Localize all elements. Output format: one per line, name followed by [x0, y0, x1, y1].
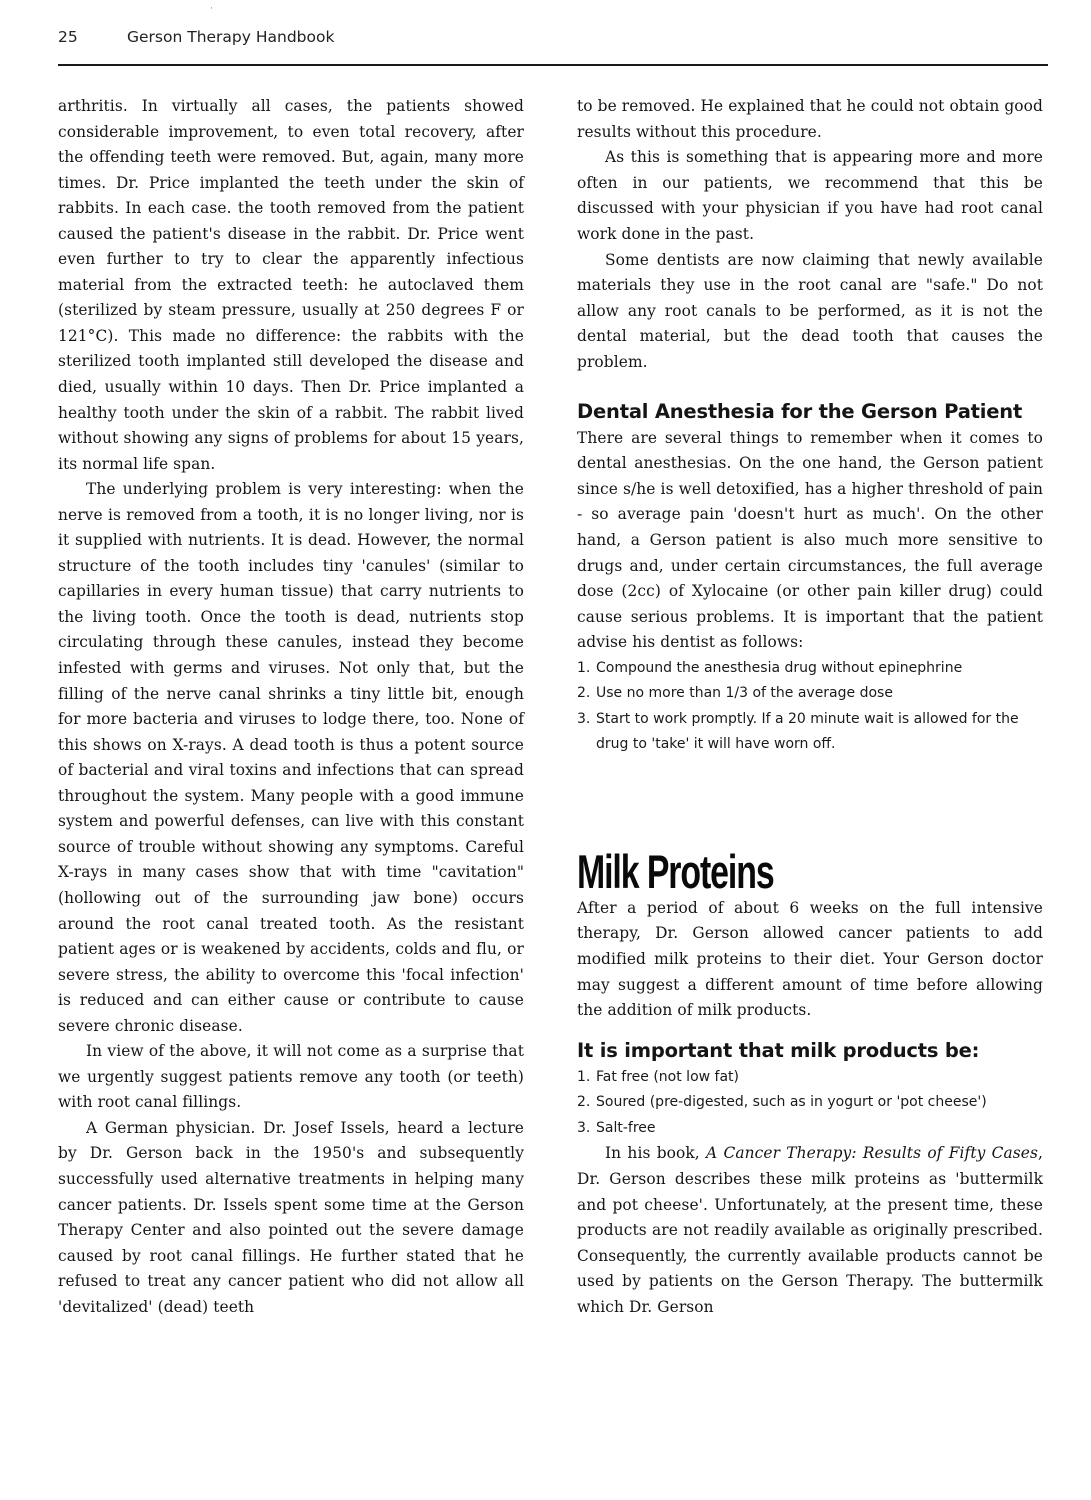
- list-item: 3. Salt-free: [577, 1119, 656, 1136]
- left-column: [58, 94, 524, 1320]
- paragraph-dentists-safe: Some dentists are now claiming that newly available materials they use in the root canal are "safe." Do not allow any root canals to be performed, as it is not the dental material, but the dead tooth that causes the problem.: [577, 250, 1043, 371]
- paragraph-underlying-problem: The underlying problem is very interesting: when the nerve is removed from a tooth, it is no longer living, nor is it supplied with nutrients. It is dead. However, the normal structure of the tooth includes tiny 'canules' (similar to capillaries in every human tissue) that carry nutrients to the living tooth. Once the tooth is dead, nutrients stop circulating through these canules, instead they become infested with germs and viruses. Not only that, but the filling of the nerve canal shrinks a tiny little bit, enough for more bacteria and viruses to lodge there, too. None of this shows on X-rays. A dead tooth is thus a potent source of bacterial and viral toxins and infections that can spread throughout the system. Many people with a good immune system and powerful defenses, can live with this constant source of trouble without showing any symptoms. Careful X-rays in many cases show that with time "cavitation" (hollowing out of the surrounding jaw bone) occurs around the root canal treated tooth. As the resistant patient ages or is weakened by accidents, colds and flu, or severe stress, the ability to overcome this 'focal infection' is reduced and can either cause or contribute to cause severe chronic disease.: [58, 480, 524, 1035]
- paragraph-discuss-physician: As this is something that is appearing more and more often in our patients, we recommend that this be discussed with your physician if you have had root canal work done in the past.: [577, 148, 1043, 243]
- milk-subheading: It is important that milk products be:: [577, 1038, 980, 1062]
- anesthesia-heading: Dental Anesthesia for the Gerson Patient: [577, 399, 1023, 423]
- milk-paragraph: After a period of about 6 weeks on the full intensive therapy, Dr. Gerson allowed cancer patients to add modified milk proteins to their diet. Your Gerson doctor may suggest a different amount of time before allowing the addition of milk products.: [577, 898, 1043, 1020]
- running-header: · 25 Gerson Therapy Handbook: [58, 24, 1048, 66]
- section-title-milk-proteins: Milk Proteins: [577, 844, 774, 898]
- book-title: A Cancer Therapy: Results of Fifty Cases: [706, 1144, 1038, 1163]
- paragraph-continued: to be removed. He explained that he could not obtain good results without this procedure.: [577, 97, 1043, 141]
- milk-requirements: [577, 1065, 1043, 1142]
- page-number: 25: [58, 28, 78, 46]
- anesthesia-paragraph: There are several things to remember when it comes to dental anesthesias. On the one hand, the Gerson patient since s/he is well detoxified, has a higher threshold of pain - so average pain 'doesn't hurt as much'. On the other hand, a Gerson patient is also much more sensitive to drugs and, under certain circumstances, the full average dose (2cc) of Xylocaine (or other pain killer drug) could cause serious problems. It is important that the patient advise his dentist as follows:: [577, 428, 1043, 652]
- list-item: 2. Soured (pre-digested, such as in yogurt or 'pot cheese'): [577, 1094, 987, 1111]
- paragraph-issels: A German physician. Dr. Josef Issels, heard a lecture by Dr. Gerson back in the 1950's and subsequently successfully used alternative treatments in helping many cancer patients. Dr. Issels spent some time at the Gerson Therapy Center and also pointed out the severe damage caused by root canal fillings. He further stated that he refused to treat any cancer patient who did not allow all 'devitalized' (dead) teeth: [58, 1118, 524, 1316]
- book-paragraph: In his book, A Cancer Therapy: Results of Fifty Cases, Dr. Gerson describes these milk proteins as 'buttermilk and pot cheese'. Unfortunately, at the present time, these products are not readily available as originally prescribed. Consequently, the currently available products cannot be used by patients on the Gerson Therapy. The buttermilk which Dr. Gerson: [577, 1144, 1043, 1316]
- list-item: 2. Use no more than 1/3 of the average dose: [577, 685, 893, 702]
- paragraph-price-rabbits: arthritis. In virtually all cases, the patients showed considerable improvement, to even total recovery, after the offending teeth were removed. But, again, many more times. Dr. Price implanted the teeth under the skin of rabbits. In each case. the tooth removed from the patient caused the patient's disease in the rabbit. Dr. Price went even further to try to clear the apparently infectious material from the extracted teeth: he autoclaved them (sterilized by steam pressure, usually at 250 degrees F or 121°C). This made no difference: the rabbits with the sterilized tooth implanted still developed the disease and died, usually within 10 days. Then Dr. Price implanted a healthy tooth under the skin of a rabbit. The rabbit lived without showing any signs of problems for about 15 years, its normal life span.: [58, 97, 524, 473]
- paragraph-recommendation: In view of the above, it will not come as a surprise that we urgently suggest patients remove any tooth (or teeth) with root canal fillings.: [58, 1042, 524, 1112]
- list-item: 1. Fat free (not low fat): [577, 1068, 739, 1085]
- running-title: Gerson Therapy Handbook: [127, 28, 335, 46]
- right-column: [577, 94, 1043, 1321]
- list-item: 3. Start to work promptly. If a 20 minute wait is allowed for the drug to 'take' it will have worn off.: [577, 710, 1019, 753]
- anesthesia-steps: [577, 656, 1043, 758]
- list-item: 1. Compound the anesthesia drug without epinephrine: [577, 659, 963, 676]
